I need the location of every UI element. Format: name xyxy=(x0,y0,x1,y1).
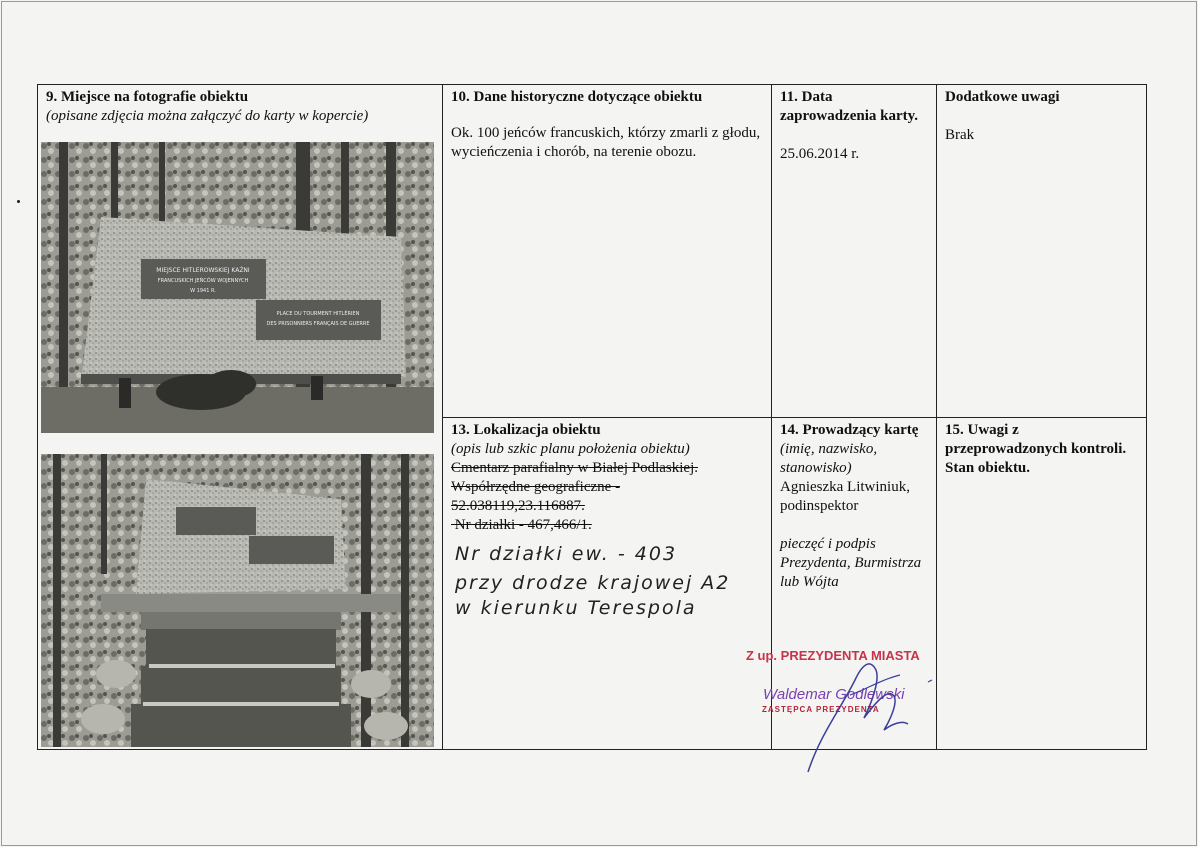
plaque-left-line-3: W 1941 R. xyxy=(190,288,216,294)
location-title: 13. Lokalizacja obiektu xyxy=(451,422,601,438)
location-struck-line-3: 52.038119,23.116887. xyxy=(451,498,585,514)
cell-card-date xyxy=(771,84,937,418)
notes-value: Brak xyxy=(945,127,975,143)
monument-photo-2 xyxy=(41,454,434,747)
handwritten-line-3: w kierunku Terespola xyxy=(455,597,697,619)
handwritten-line-2: przy drodze krajowej A2 xyxy=(455,572,731,594)
photos-subtitle: (opisane zdjęcia można załączyć do karty w kopercie) xyxy=(46,108,369,124)
author-role: podinspektor xyxy=(780,498,859,514)
location-subtitle: (opis lub szkic planu położenia obiektu) xyxy=(451,441,690,457)
plaque-right-line-1: PLACE DU TOURMENT HITLÉRIEN xyxy=(276,311,360,317)
plaque-right-line-2: DES PRISONNIERS FRANÇAIS DE GUERRE xyxy=(266,321,370,327)
historical-body: Ok. 100 jeńców francuskich, którzy zmarli z głodu, wycieńczenia i chorób, na terenie obozu. xyxy=(451,125,761,160)
monument-photo-1 xyxy=(41,142,434,433)
location-struck-line-2: Współrzędne geograficzne - xyxy=(451,479,621,495)
author-sign-note: pieczęć i podpis Prezydenta, Burmistrza lub Wójta xyxy=(780,536,922,590)
card-date-title: 11. Data zaprowadzenia karty. xyxy=(780,89,919,124)
plaque-left-line-2: FRANCUSKICH JEŃCÓW WOJENNYCH xyxy=(157,278,249,284)
author-subtitle: (imię, nazwisko, stanowisko) xyxy=(780,441,878,476)
handwritten-signature xyxy=(780,640,940,775)
historical-title: 10. Dane historyczne dotyczące obiektu xyxy=(451,89,703,105)
location-struck-line-1: Cmentarz parafialny w Białej Podlaskiej. xyxy=(451,460,699,476)
author-name: Agnieszka Litwiniuk, xyxy=(780,479,910,495)
photos-title: 9. Miejsce na fotografie obiektu xyxy=(46,89,249,105)
notes-title: Dodatkowe uwagi xyxy=(945,89,1060,105)
cell-historical-data xyxy=(442,84,772,418)
cell-additional-notes xyxy=(936,84,1147,418)
stamp-name: Waldemar Godlewski xyxy=(763,686,905,703)
inspection-title: 15. Uwagi z przeprowadzonych kontroli. Stan obiektu. xyxy=(945,422,1127,476)
card-date-value: 25.06.2014 r. xyxy=(780,146,860,162)
author-title: 14. Prowadzący kartę xyxy=(780,422,919,438)
plaque-left-line-1: MIEJSCE HITLEROWSKIEJ KAŹNI xyxy=(156,267,250,274)
location-struck-line-4: Nr działki - 467,466/1. xyxy=(451,517,592,533)
stamp-title: Z up. PREZYDENTA MIASTA xyxy=(746,648,920,663)
cell-inspection-notes xyxy=(936,417,1147,750)
stamp-role: ZASTĘPCA PREZYDENTA xyxy=(762,705,880,714)
scan-speck xyxy=(17,200,20,203)
handwritten-line-1: Nr działki ew. - 403 xyxy=(455,543,678,565)
